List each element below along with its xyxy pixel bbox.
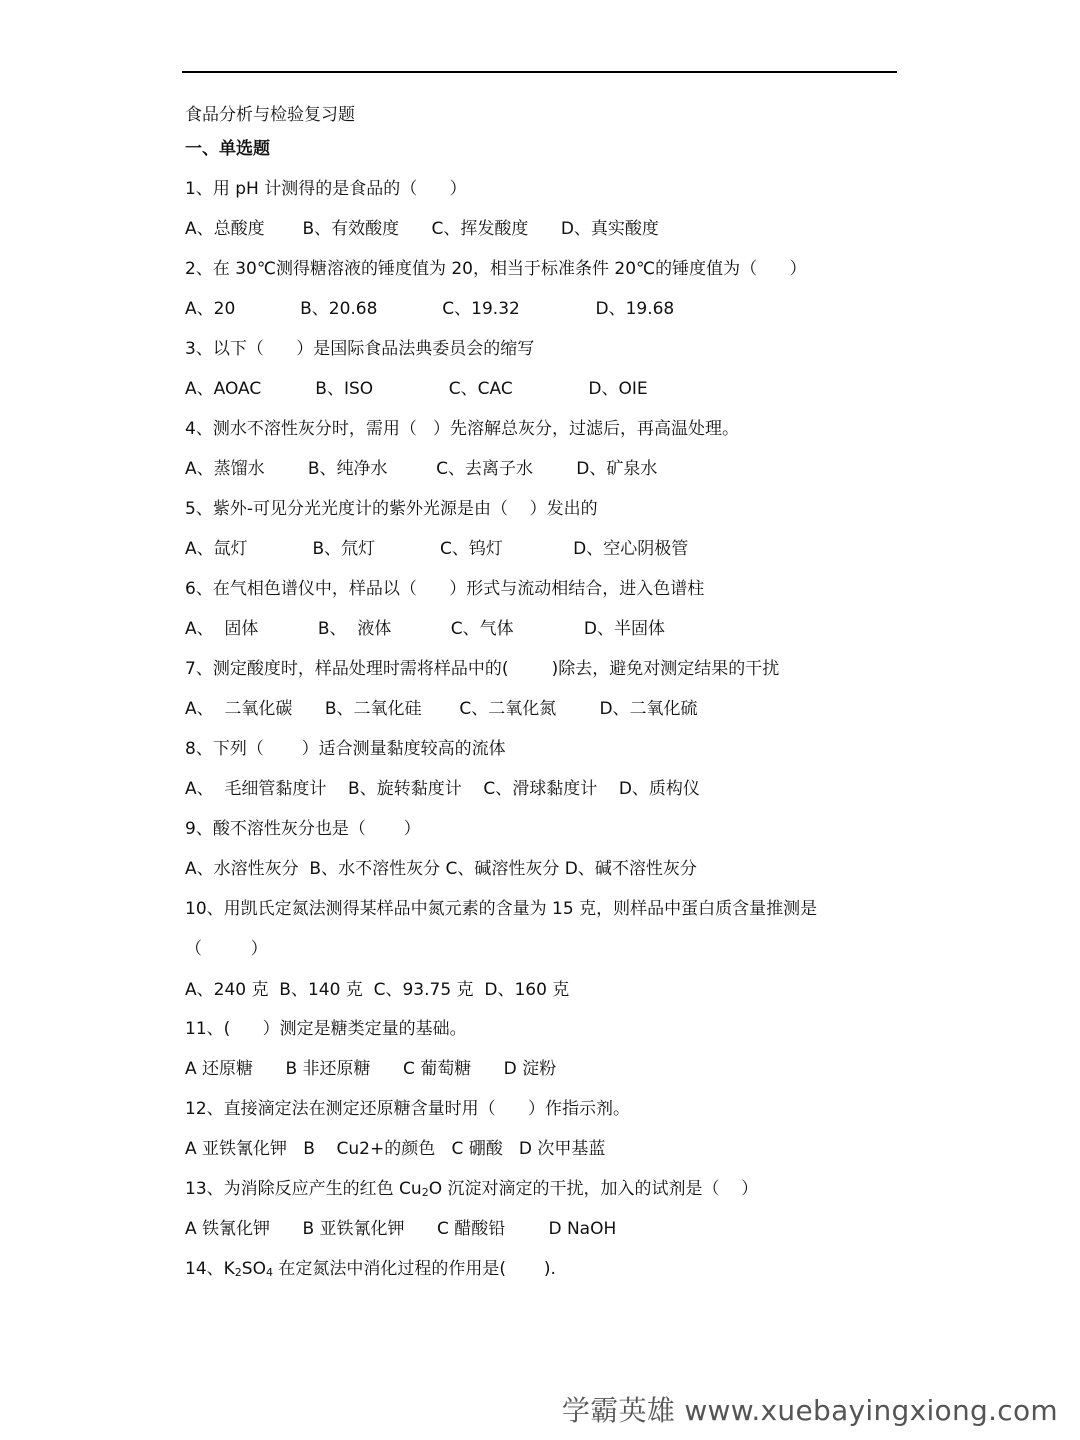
options-1: A、总酸度 B、有效酸度 C、挥发酸度 D、真实酸度 (185, 219, 659, 239)
options-12: A 亚铁氰化钾 B Cu2+的颜色 C 硼酸 D 次甲基蓝 (185, 1139, 606, 1159)
question-6: 6、在气相色谱仪中，样品以（ ）形式与流动相结合，进入色谱柱 (185, 579, 705, 599)
options-8: A、 毛细管黏度计 B、旋转黏度计 C、滑球黏度计 D、质构仪 (185, 779, 700, 799)
options-10: A、240 克 B、140 克 C、93.75 克 D、160 克 (185, 980, 570, 1000)
question-10-blank: （ ） (185, 939, 268, 959)
document-title: 食品分析与检验复习题 (185, 105, 355, 125)
question-3: 3、以下（ ）是国际食品法典委员会的缩写 (185, 339, 535, 359)
options-3: A、AOAC B、ISO C、CAC D、OIE (185, 379, 648, 399)
question-10: 10、用凯氏定氮法测得某样品中氮元素的含量为 15 克，则样品中蛋白质含量推测是 (185, 899, 818, 919)
question-8: 8、下列（ ）适合测量黏度较高的流体 (185, 739, 506, 759)
options-7: A、 二氧化碳 B、二氧化硅 C、二氧化氮 D、二氧化硫 (185, 699, 698, 719)
question-7: 7、测定酸度时，样品处理时需将样品中的( )除去，避免对测定结果的干扰 (185, 659, 780, 679)
question-12: 12、直接滴定法在测定还原糖含量时用（ ）作指示剂。 (185, 1099, 631, 1119)
header-rule (182, 71, 897, 73)
question-5: 5、紫外-可见分光光度计的紫外光源是由（ ）发出的 (185, 499, 598, 519)
site-watermark: 学霸英雄 www.xuebayingxiong.com (561, 1394, 1058, 1427)
question-1: 1、用 pH 计测得的是食品的（ ） (185, 179, 467, 199)
options-6: A、 固体 B、 液体 C、气体 D、半固体 (185, 619, 666, 639)
question-2: 2、在 30℃测得糖溶液的锤度值为 20，相当于标准条件 20℃的锤度值为（ ） (185, 259, 807, 279)
options-5: A、氙灯 B、氘灯 C、钨灯 D、空心阴极管 (185, 539, 689, 559)
options-4: A、蒸馏水 B、纯净水 C、去离子水 D、矿泉水 (185, 459, 658, 479)
options-13: A 铁氰化钾 B 亚铁氰化钾 C 醋酸铅 D NaOH (185, 1219, 617, 1239)
options-9: A、水溶性灰分 B、水不溶性灰分 C、碱溶性灰分 D、碱不溶性灰分 (185, 859, 697, 879)
question-14: 14、K2SO4 在定氮法中消化过程的作用是( ). (185, 1259, 556, 1279)
question-9: 9、酸不溶性灰分也是（ ） (185, 819, 421, 839)
section-heading: 一、单选题 (185, 139, 270, 159)
question-11: 11、( ）测定是糖类定量的基础。 (185, 1019, 467, 1039)
options-2: A、20 B、20.68 C、19.32 D、19.68 (185, 299, 675, 319)
options-11: A 还原糖 B 非还原糖 C 葡萄糖 D 淀粉 (185, 1059, 557, 1079)
question-13: 13、为消除反应产生的红色 Cu2O 沉淀对滴定的干扰，加入的试剂是（ ） (185, 1179, 759, 1199)
question-4: 4、测水不溶性灰分时，需用（ ）先溶解总灰分，过滤后，再高温处理。 (185, 419, 740, 439)
